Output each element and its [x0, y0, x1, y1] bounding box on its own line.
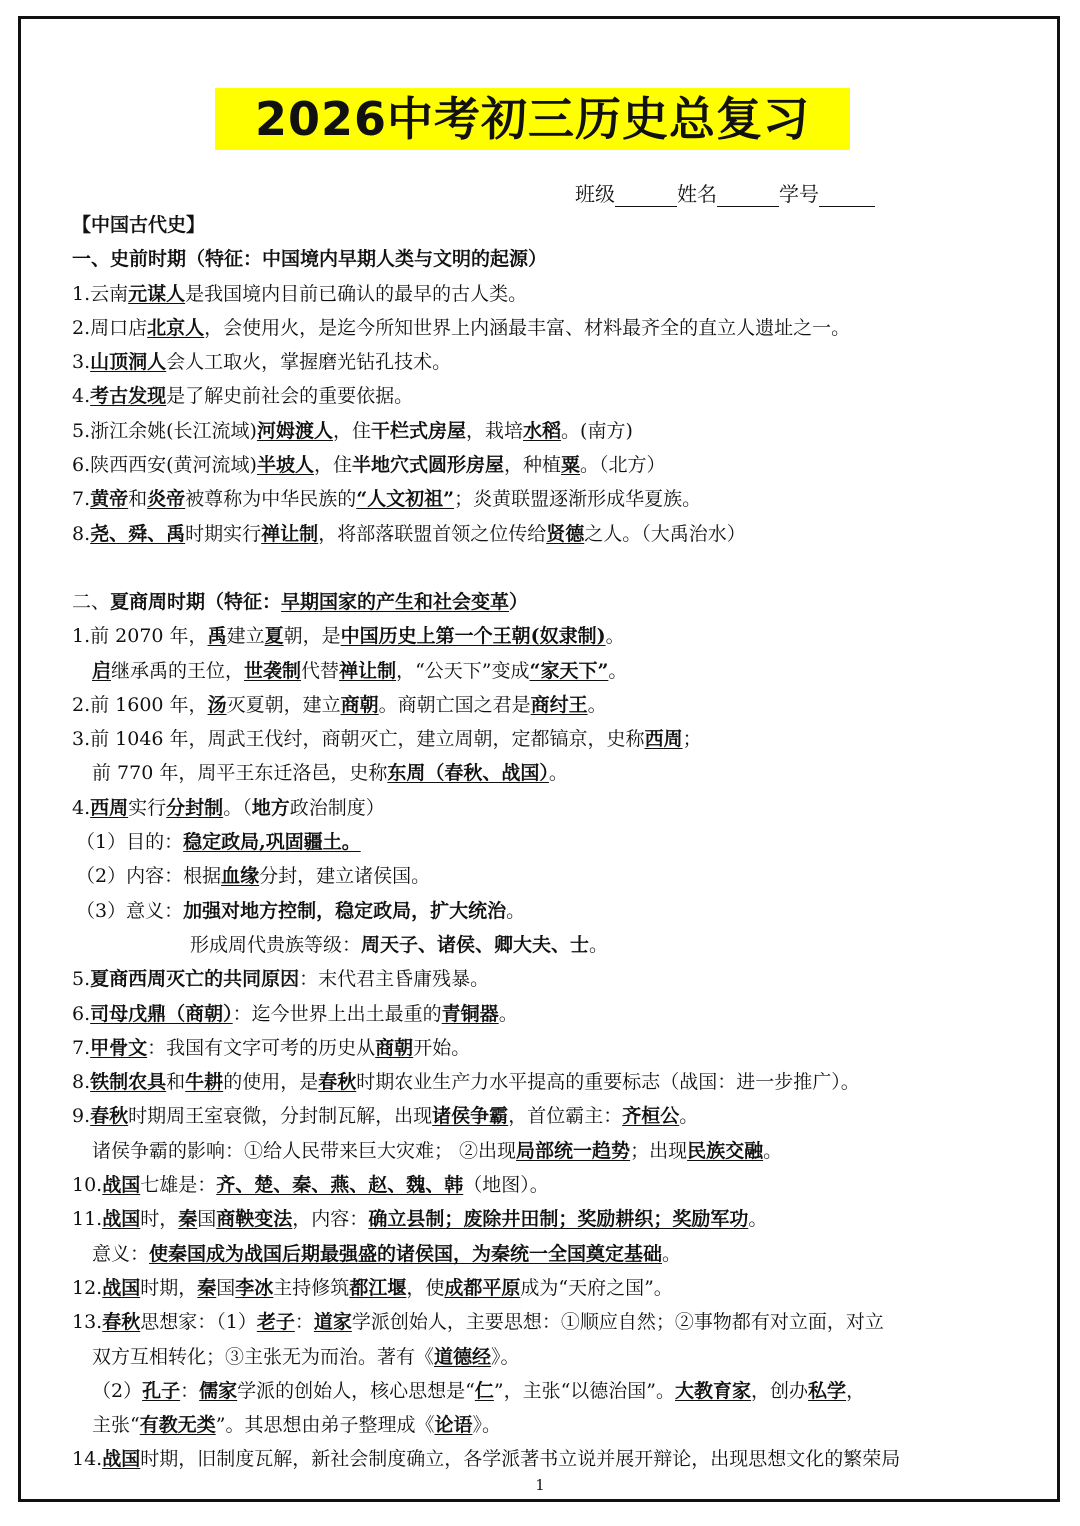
text-segment: 。: [605, 625, 625, 648]
text-segment: ，“公天下”变成: [396, 659, 530, 682]
key-term: 贤德: [546, 522, 585, 545]
key-term: 禹: [207, 625, 227, 648]
text-segment: 时期农业生产力水平提高的重要标志（战国：进一步推广）。: [356, 1071, 860, 1094]
key-term: 炎帝: [147, 488, 186, 511]
text-segment: 。: [587, 693, 607, 716]
text-segment: （地图）。: [463, 1174, 549, 1197]
text-segment: 4.: [72, 385, 91, 408]
key-term: 加强对地方控制，稳定政局，扩大统治: [183, 899, 507, 922]
text-segment: 1.云南: [72, 282, 129, 305]
text-segment: 。（北方）: [580, 454, 666, 477]
key-term: 禅让制: [261, 522, 319, 545]
text-segment: 一、史前时期（特征：中国境内早期人类与文明的起源）: [72, 248, 548, 271]
text-segment: （2）: [92, 1379, 143, 1402]
text-segment: 形成周代贵族等级：: [190, 933, 362, 956]
text-segment: （1）目的：: [76, 831, 184, 854]
text-line: [72, 379, 1017, 413]
text-segment: 14.: [72, 1448, 103, 1471]
text-segment: 前 770 年，周平王东迁洛邑，史称: [92, 762, 388, 785]
key-term: 粟: [561, 454, 581, 477]
key-term: 夏商西周灭亡的共同原因: [90, 968, 300, 991]
key-term: 牛耕: [185, 1071, 224, 1094]
text-segment: 8.: [72, 1071, 91, 1094]
text-segment: ；炎黄联盟逐渐形成华夏族。: [454, 488, 702, 511]
name-blank: [717, 184, 779, 207]
text-segment: 时，: [140, 1208, 179, 1231]
text-segment: 5.: [72, 968, 91, 991]
key-term: 汤: [207, 693, 227, 716]
id-label: 学号: [779, 182, 819, 206]
class-label: 班级: [575, 182, 615, 206]
text-segment: ，种植: [504, 454, 562, 477]
text-segment: 。: [608, 659, 628, 682]
key-term: 分封制: [166, 796, 224, 819]
text-segment: 4.: [72, 796, 91, 819]
text-line: [72, 1442, 1017, 1476]
text-segment: 诸侯争霸的影响：①给人民带来巨大灾难； ②出现: [92, 1139, 517, 1162]
text-line: [72, 1374, 1017, 1408]
text-segment: ，首位霸主：: [508, 1105, 623, 1128]
text-segment: 国: [216, 1276, 236, 1299]
key-term: 西周: [90, 796, 129, 819]
text-line: [72, 894, 1017, 928]
key-term: 论语: [434, 1414, 473, 1437]
text-segment: 主持修筑: [273, 1276, 350, 1299]
text-segment: 。（: [223, 796, 252, 819]
text-segment: 2.周口店: [72, 316, 148, 339]
text-segment: 时期实行: [185, 522, 262, 545]
text-line: [72, 654, 1017, 688]
text-segment: 。: [748, 1208, 768, 1231]
key-term: 齐、楚、秦、燕、赵、魏、韩: [216, 1174, 464, 1197]
key-term: 河姆渡人: [256, 419, 333, 442]
text-segment: ：: [180, 1379, 200, 1402]
key-term: 夏: [264, 625, 284, 648]
text-segment: 3.: [72, 351, 91, 374]
key-term: 儒家: [199, 1379, 238, 1402]
text-segment: 国: [197, 1208, 217, 1231]
text-segment: 成为“天府之国”。: [520, 1276, 673, 1299]
text-segment: ，创办: [751, 1379, 809, 1402]
text-line: [72, 345, 1017, 379]
key-term: 秦: [197, 1276, 217, 1299]
text-line: [72, 859, 1017, 893]
id-blank: [819, 184, 875, 207]
text-segment: 灭夏朝，建立: [226, 693, 341, 716]
key-term: 东周（春秋、战国）: [387, 762, 549, 785]
text-line: [72, 688, 1017, 722]
text-segment: 代替: [301, 659, 340, 682]
text-segment: 开始。: [413, 1036, 471, 1059]
text-segment: 。: [548, 762, 568, 785]
key-term: 道德经: [434, 1345, 492, 1368]
text-segment: 主张“: [92, 1414, 140, 1437]
key-term: 早期国家的产生和社会变革: [281, 590, 510, 613]
key-term: 尧、舜、禹: [90, 522, 186, 545]
text-segment: 政治制度）: [289, 796, 385, 819]
text-segment: 9.: [72, 1105, 91, 1128]
text-line: [72, 962, 1017, 996]
key-term: 都江堰: [349, 1276, 407, 1299]
text-line: [72, 928, 1017, 962]
text-segment: 11.: [72, 1208, 103, 1231]
text-line: [72, 242, 1017, 276]
key-term: 北京人: [147, 316, 205, 339]
text-line: [72, 1340, 1017, 1374]
text-segment: 1.前 2070 年，: [72, 625, 208, 648]
text-segment: 思想家：（1）: [140, 1311, 257, 1334]
key-term: 秦: [178, 1208, 198, 1231]
text-segment: 7.: [72, 488, 91, 511]
key-term: 夏商周时期（特征：: [110, 590, 282, 613]
text-line: [72, 482, 1017, 516]
student-info: [575, 178, 875, 207]
text-segment: 。: [662, 1242, 682, 1265]
text-segment: 【中国古代史】: [72, 214, 206, 236]
key-term: 禅让制: [339, 659, 397, 682]
text-line: [72, 1305, 1017, 1339]
text-line: [72, 1031, 1017, 1065]
key-term: 干栏式房屋: [371, 419, 467, 442]
text-segment: 学派的创始人，核心思想是“: [237, 1379, 475, 1402]
key-term: 元谋人: [128, 282, 186, 305]
text-line: [72, 414, 1017, 448]
text-segment: ，住: [313, 454, 352, 477]
text-segment: ”。其思想由弟子整理成《: [215, 1414, 435, 1437]
key-term: 中国历史上第一个王朝(奴隶制): [340, 625, 606, 648]
class-blank: [615, 184, 677, 207]
key-term: 周天子、诸侯、卿大夫、士: [361, 933, 590, 956]
key-term: 私学: [808, 1379, 847, 1402]
text-segment: 。: [589, 933, 609, 956]
text-segment: 。: [498, 1002, 518, 1025]
text-line: [72, 551, 1017, 585]
key-term: “人文初祖”: [356, 488, 455, 511]
text-segment: 被尊称为中华民族的: [185, 488, 357, 511]
text-segment: 建立: [226, 625, 265, 648]
text-line: [72, 825, 1017, 859]
page-number: 1: [535, 1476, 545, 1494]
text-line: [72, 1168, 1017, 1202]
text-line: [72, 997, 1017, 1031]
key-term: 山顶洞人: [90, 351, 167, 374]
key-term: 战国: [102, 1208, 141, 1231]
key-term: 血缘: [221, 865, 260, 888]
key-term: 齐桓公: [622, 1105, 680, 1128]
text-segment: 和: [166, 1071, 186, 1094]
text-segment: 时期，: [140, 1276, 198, 1299]
text-line: [72, 1408, 1017, 1442]
text-segment: （3）意义：: [76, 899, 184, 922]
text-segment: 时期，旧制度瓦解，新社会制度确立，各学派著书立说并展开辩论，出现思想文化的繁荣局: [140, 1448, 901, 1471]
text-segment: ：末代君主昏庸残暴。: [299, 968, 490, 991]
text-segment: 10.: [72, 1174, 103, 1197]
text-segment: 双方互相转化；③主张无为而治。著有《: [92, 1345, 435, 1368]
key-term: 仁: [474, 1379, 494, 1402]
key-term: 青铜器: [441, 1002, 499, 1025]
text-line: [72, 1271, 1017, 1305]
key-term: 铁制农具: [90, 1071, 167, 1094]
text-segment: 二、: [72, 590, 111, 613]
key-term: 孔子: [142, 1379, 181, 1402]
text-segment: 。(南方): [561, 419, 633, 442]
text-segment: 7.: [72, 1036, 91, 1059]
text-segment: ：迄今世界上出土最重的: [232, 1002, 442, 1025]
text-segment: ，: [846, 1379, 866, 1402]
text-segment: 12.: [72, 1276, 103, 1299]
key-term: 世袭制: [244, 659, 302, 682]
text-segment: ，内容：: [292, 1208, 369, 1231]
key-term: 民族交融: [687, 1139, 764, 1162]
text-segment: ；: [682, 728, 702, 751]
key-term: 确立县制；废除井田制；奖励耕织；奖励军功: [368, 1208, 749, 1231]
text-segment: 实行: [128, 796, 167, 819]
text-segment: ”，主张“以德治国”。: [493, 1379, 676, 1402]
key-term: 甲骨文: [90, 1036, 148, 1059]
text-segment: 的使用，是: [223, 1071, 319, 1094]
text-segment: 朝，是: [283, 625, 341, 648]
key-term: 水稻: [523, 419, 562, 442]
text-segment: ，住: [332, 419, 371, 442]
text-segment: ：我国有文字可考的历史从: [147, 1036, 376, 1059]
text-line: [72, 277, 1017, 311]
key-term: 半地穴式圆形房屋: [352, 454, 505, 477]
text-line: [72, 722, 1017, 756]
text-segment: 意义：: [92, 1242, 150, 1265]
key-term: 诸侯争霸: [432, 1105, 509, 1128]
key-term: ）: [509, 590, 529, 613]
key-term: 地方: [251, 796, 290, 819]
text-segment: 是了解史前社会的重要依据。: [166, 385, 414, 408]
text-segment: 。: [763, 1139, 783, 1162]
key-term: 战国: [102, 1174, 141, 1197]
text-segment: 七雄是：: [140, 1174, 217, 1197]
text-line: [72, 208, 1017, 242]
text-line: [72, 1202, 1017, 1236]
text-segment: 6.: [72, 1002, 91, 1025]
key-term: 大教育家: [675, 1379, 752, 1402]
key-term: 成都平原: [444, 1276, 521, 1299]
key-term: 李冰: [235, 1276, 274, 1299]
text-segment: 13.: [72, 1311, 103, 1334]
text-segment: 之人。（大禹治水）: [584, 522, 746, 545]
key-term: 商纣王: [530, 693, 588, 716]
text-line: [72, 311, 1017, 345]
text-line: [72, 585, 1017, 619]
text-segment: 会人工取火，掌握磨光钻孔技术。: [166, 351, 452, 374]
text-segment: ，会使用火，是迄今所知世界上内涵最丰富、材料最齐全的直立人遗址之一。: [204, 316, 851, 339]
text-segment: 学派创始人，主要思想：①顺应自然；②事物都有对立面，对立: [351, 1311, 884, 1334]
text-line: [72, 517, 1017, 551]
text-line: [72, 1134, 1017, 1168]
text-segment: ，使: [406, 1276, 445, 1299]
text-line: [72, 1237, 1017, 1271]
text-segment: 。: [506, 899, 526, 922]
key-term: 半坡人: [256, 454, 314, 477]
key-term: 商朝: [375, 1036, 414, 1059]
text-line: [72, 756, 1017, 790]
text-segment: 6.陕西西安(黄河流域): [72, 454, 257, 477]
text-segment: 5.浙江余姚(长江流域): [72, 419, 257, 442]
key-term: “家天下”: [529, 659, 609, 682]
key-term: 春秋: [102, 1311, 141, 1334]
text-segment: 和: [128, 488, 148, 511]
text-segment: 。商朝亡国之君是: [378, 693, 531, 716]
text-segment: 》。: [491, 1345, 520, 1368]
text-line: [72, 1065, 1017, 1099]
text-segment: 》。: [472, 1414, 501, 1437]
key-term: 春秋: [318, 1071, 357, 1094]
key-term: 考古发现: [90, 385, 167, 408]
name-label: 姓名: [677, 182, 717, 206]
key-term: 商朝: [340, 693, 379, 716]
key-term: 局部统一趋势: [516, 1139, 631, 1162]
text-segment: 分封，建立诸侯国。: [259, 865, 431, 888]
text-segment: 时期周王室衰微，分封制瓦解，出现: [128, 1105, 433, 1128]
text-line: [72, 791, 1017, 825]
text-segment: ，栽培: [466, 419, 524, 442]
page-title: 2026中考初三历史总复习: [215, 88, 850, 150]
text-segment: ；出现: [630, 1139, 688, 1162]
text-segment: （2）内容：根据: [76, 865, 222, 888]
text-segment: 2.前 1600 年，: [72, 693, 208, 716]
key-term: 稳定政局,巩固疆土。: [183, 831, 361, 854]
key-term: 战国: [102, 1276, 141, 1299]
text-segment: 继承禹的王位，: [111, 659, 245, 682]
text-line: [72, 619, 1017, 653]
key-term: 启: [92, 659, 112, 682]
text-segment: ：: [294, 1311, 314, 1334]
text-segment: 8.: [72, 522, 91, 545]
text-line: [72, 448, 1017, 482]
key-term: 战国: [102, 1448, 141, 1471]
key-term: 使秦国成为战国后期最强盛的诸侯国，为秦统一全国奠定基础: [149, 1242, 663, 1265]
key-term: 道家: [313, 1311, 352, 1334]
key-term: 西周: [644, 728, 683, 751]
text-line: [72, 1099, 1017, 1133]
document-body: [72, 208, 1017, 1477]
key-term: 黄帝: [90, 488, 129, 511]
text-segment: 3.前 1046 年，周武王伐纣，商朝灭亡，建立周朝，定都镐京，史称: [72, 728, 645, 751]
text-segment: 。: [679, 1105, 699, 1128]
text-segment: 是我国境内目前已确认的最早的古人类。: [185, 282, 528, 305]
key-term: 老子: [256, 1311, 295, 1334]
key-term: 司母戊鼎（商朝）: [90, 1002, 233, 1025]
text-segment: ，将部落联盟首领之位传给: [318, 522, 547, 545]
key-term: 商鞅变法: [216, 1208, 293, 1231]
key-term: 春秋: [90, 1105, 129, 1128]
key-term: 有教无类: [139, 1414, 216, 1437]
